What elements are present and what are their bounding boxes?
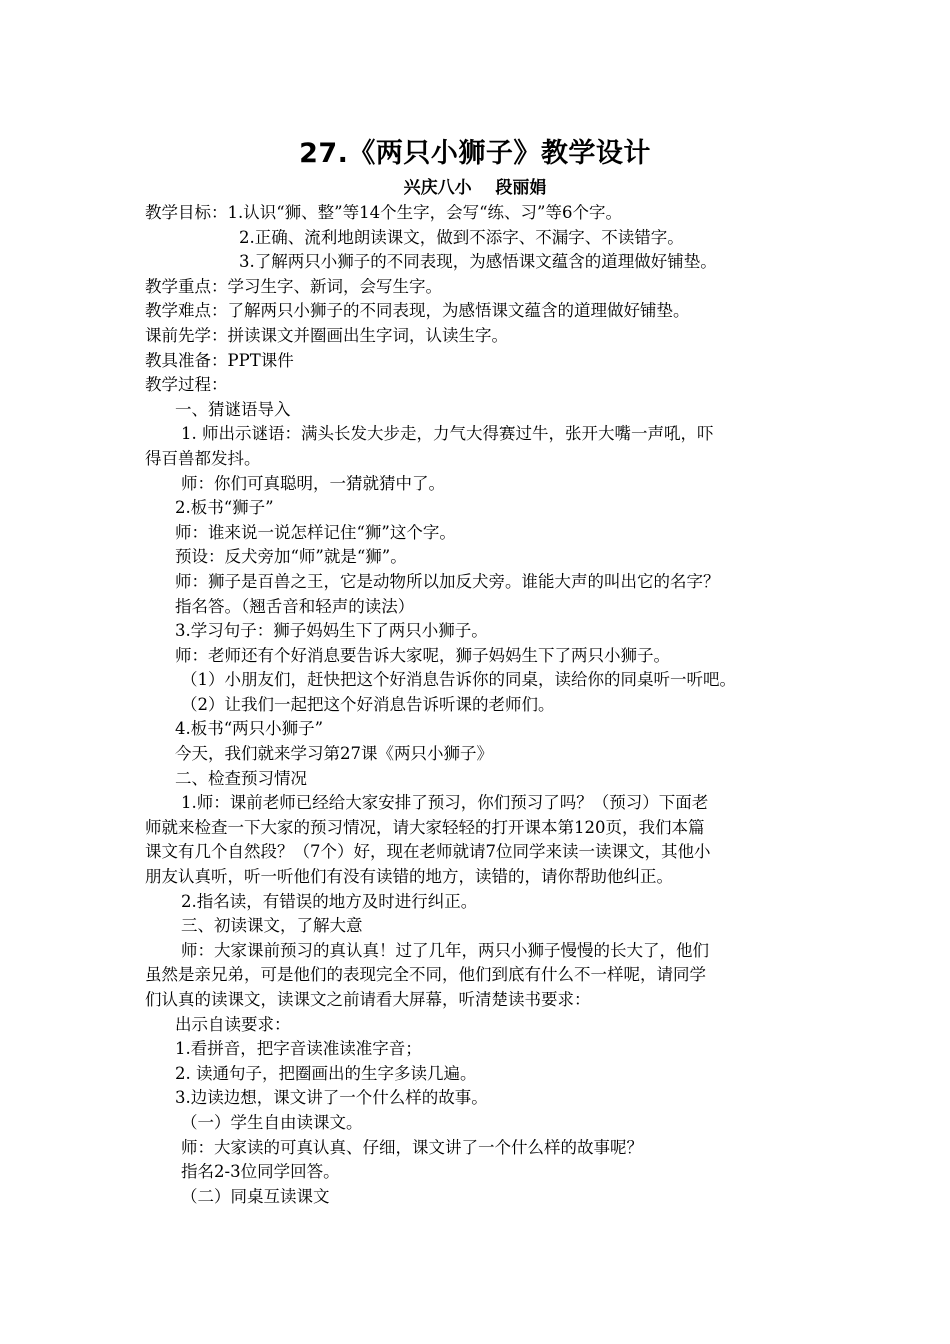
text-line: 朋友认真听，听一听他们有没有读错的地方，读错的，请你帮助他纠正。 (145, 867, 673, 887)
text-line: 教学难点：了解两只小狮子的不同表现，为感悟课文蕴含的道理做好铺垫。 (145, 301, 690, 321)
text-line: 1.师：课前老师已经给大家安排了预习，你们预习了吗？（预习）下面老 (181, 793, 709, 813)
text-line: （1）小朋友们，赶快把这个好消息告诉你的同桌，读给你的同桌听一听吧。 (181, 670, 736, 690)
text-line: 指名答。（翘舌音和轻声的读法） (175, 596, 415, 616)
text-line: 2.指名读，有错误的地方及时进行纠正。 (181, 891, 478, 911)
text-line: 师：你们可真聪明，一猜就猜中了。 (181, 473, 445, 493)
text-line: 3.了解两只小狮子的不同表现，为感悟课文蕴含的道理做好铺垫。 (239, 252, 717, 272)
text-line: 指名2-3位同学回答。 (181, 1162, 340, 1182)
text-line: （2）让我们一起把这个好消息告诉听课的老师们。 (181, 694, 555, 714)
author-line: 兴庆八小 段丽娟 (403, 178, 547, 198)
text-line: （二）同桌互读课文 (181, 1186, 330, 1206)
text-line: 师：狮子是百兽之王，它是动物所以加反犬旁。谁能大声的叫出它的名字？ (175, 571, 720, 591)
text-line: 得百兽都发抖。 (145, 448, 261, 468)
text-line: 教具准备：PPT课件 (145, 350, 294, 370)
document-body (145, 201, 815, 1209)
text-line: 师：老师还有个好消息要告诉大家呢，狮子妈妈生下了两只小狮子。 (175, 645, 670, 665)
text-line: 师：谁来说一说怎样记住“狮”这个字。 (175, 522, 456, 542)
text-line: 课文有几个自然段？（7个）好，现在老师就请7位同学来读一读课文，其他小 (145, 842, 711, 862)
text-line: 教学目标：1.认识“狮、整”等14个生字，会写“练、习”等6个字。 (145, 203, 622, 222)
text-line: 出示自读要求： (175, 1014, 291, 1034)
text-line: 3.边读边想，课文讲了一个什么样的故事。 (175, 1088, 488, 1108)
page-title: 27.《两只小狮子》教学设计 (299, 138, 651, 169)
text-line: 2.板书“狮子” (175, 498, 274, 518)
text-line: 预设：反犬旁加“师”就是“狮”。 (175, 547, 407, 567)
text-line: 师就来检查一下大家的预习情况，请大家轻轻的打开课本第120页，我们本篇 (145, 817, 705, 837)
text-line: 教学过程： (145, 375, 228, 395)
text-line: 师：大家课前预习的真认真！过了几年，两只小狮子慢慢的长大了，他们 (181, 940, 709, 960)
text-line: 教学重点：学习生字、新词，会写生字。 (145, 276, 442, 296)
text-line: 1.看拼音，把字音读准读准字音； (175, 1039, 422, 1059)
text-line: 课前先学：拼读课文并圈画出生字词，认读生字。 (145, 325, 508, 345)
text-line: 4.板书“两只小狮子” (175, 719, 324, 739)
text-line: 虽然是亲兄弟，可是他们的表现完全不同，他们到底有什么不一样呢，请同学 (145, 965, 706, 985)
text-line: 2. 读通句子，把圈画出的生字多读几遍。 (175, 1063, 477, 1083)
text-line: （一）学生自由读课文。 (181, 1112, 363, 1132)
text-line: 们认真的读课文，读课文之前请看大屏幕，听清楚读书要求： (145, 990, 591, 1009)
text-line: 1. 师出示谜语：满头长发大步走，力气大得赛过牛，张开大嘴一声吼，吓 (181, 424, 714, 444)
text-line: 3.学习句子：狮子妈妈生下了两只小狮子。 (175, 621, 488, 641)
text-line: 2.正确、流利地朗读课文，做到不添字、不漏字、不读错字。 (239, 227, 684, 247)
text-line: 三、初读课文，了解大意 (181, 916, 363, 936)
text-line: 一、猜谜语导入 (175, 399, 291, 419)
text-line: 二、检查预习情况 (175, 768, 307, 788)
text-line: 今天，我们就来学习第27课《两只小狮子》 (175, 744, 493, 764)
text-line: 师：大家读的可真认真、仔细，课文讲了一个什么样的故事呢？ (181, 1137, 643, 1157)
